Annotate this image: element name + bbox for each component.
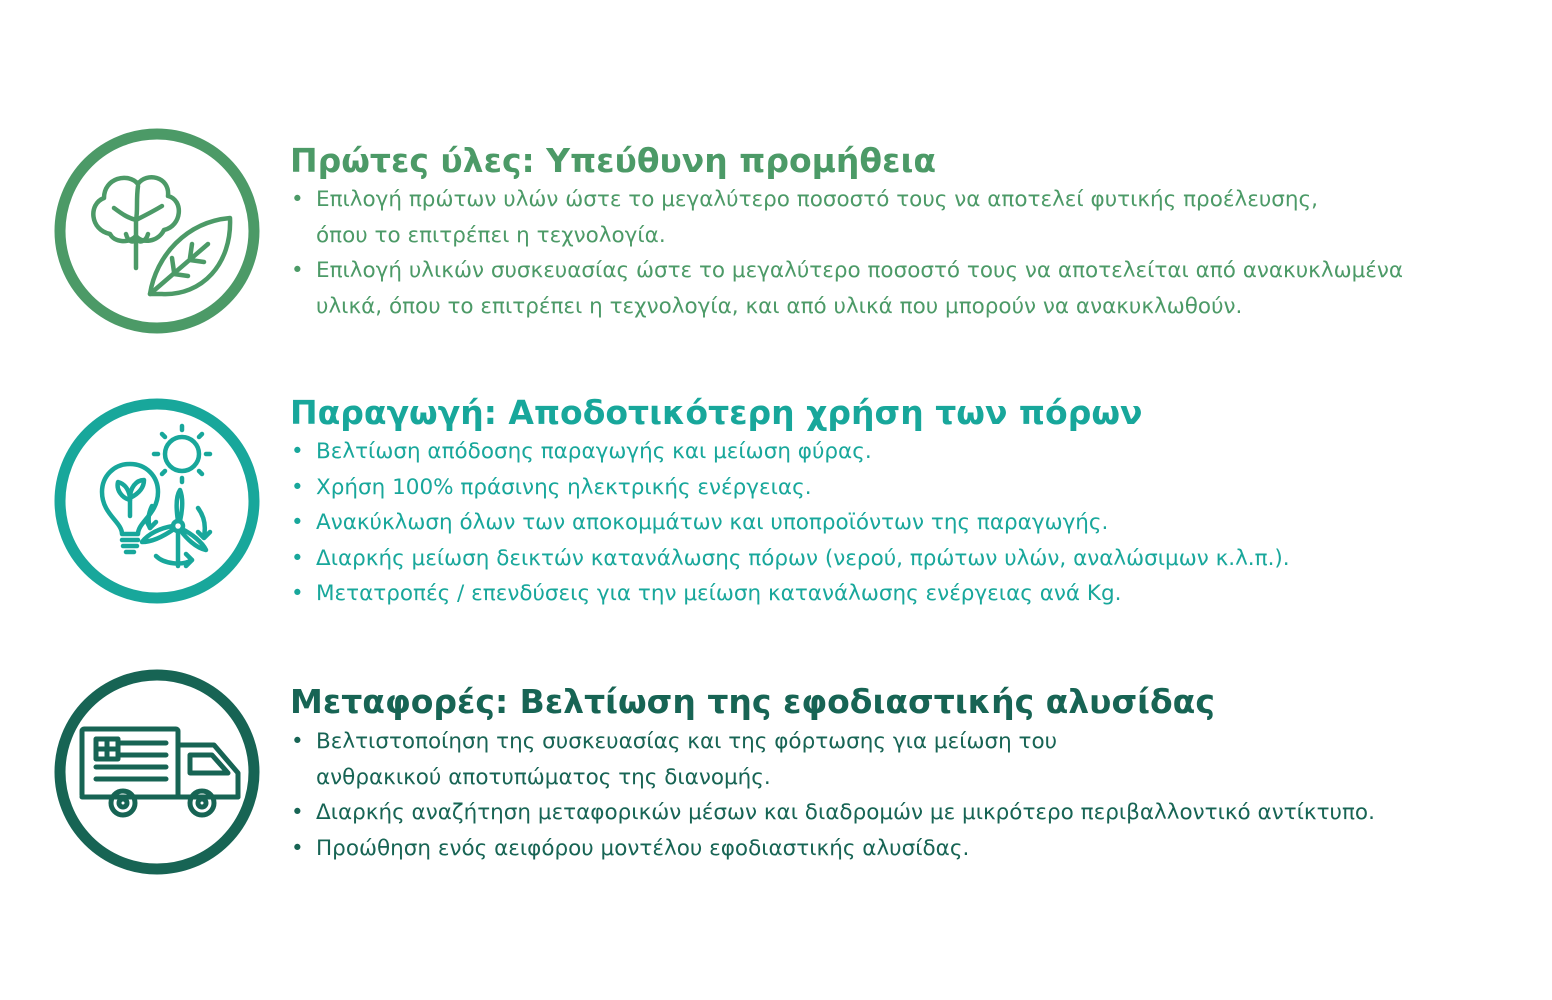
cotton-leaf-icon [52,126,262,336]
list-item: • Χρήση 100% πράσινης ηλεκτρικής ενέργειας. [290,470,1290,506]
list-item: • Διαρκής μείωση δεικτών κατανάλωσης πόρων (νερού, πρώτων υλών, αναλώσιμων κ.λ.π.). [290,541,1290,577]
section-title: Πρώτες ύλες: Υπεύθυνη προμήθεια [290,141,936,180]
list-item: • Επιλογή πρώτων υλών ώστε το μεγαλύτερο ποσοστό τους να αποτελεί φυτικής προέλευσης, όπου το επιτρέπει η τεχνολογία. [290,182,1403,253]
bullet-list [290,724,1375,866]
delivery-truck-icon [52,667,262,877]
list-item: • Ανακύκλωση όλων των αποκομμάτων και υποπροϊόντων της παραγωγής. [290,505,1290,541]
bullet-list [290,182,1403,324]
section-title: Μεταφορές: Βελτίωση της εφοδιαστικής αλυσίδας [290,682,1215,721]
eco-energy-icon [52,396,262,606]
section-title: Παραγωγή: Αποδοτικότερη χρήση των πόρων [290,393,1143,432]
bullet-list [290,434,1290,612]
list-item: • Βελτιστοποίηση της συσκευασίας και της φόρτωσης για μείωση του ανθρακικού αποτυπώματος της διανομής. [290,724,1375,795]
list-item: • Επιλογή υλικών συσκευασίας ώστε το μεγαλύτερο ποσοστό τους να αποτελείται από ανακυκλωμένα υλικά, όπου το επιτρέπει η τεχνολογία, και από υλικά που μπορούν να ανακυκλωθούν. [290,253,1403,324]
list-item: • Μετατροπές / επενδύσεις για την μείωση κατανάλωσης ενέργειας ανά Kg. [290,576,1290,612]
list-item: • Διαρκής αναζήτηση μεταφορικών μέσων και διαδρομών με μικρότερο περιβαλλοντικό αντίκτυπο. [290,795,1375,831]
list-item: • Προώθηση ενός αειφόρου μοντέλου εφοδιαστικής αλυσίδας. [290,831,1375,867]
list-item: • Βελτίωση απόδοσης παραγωγής και μείωση φύρας. [290,434,1290,470]
